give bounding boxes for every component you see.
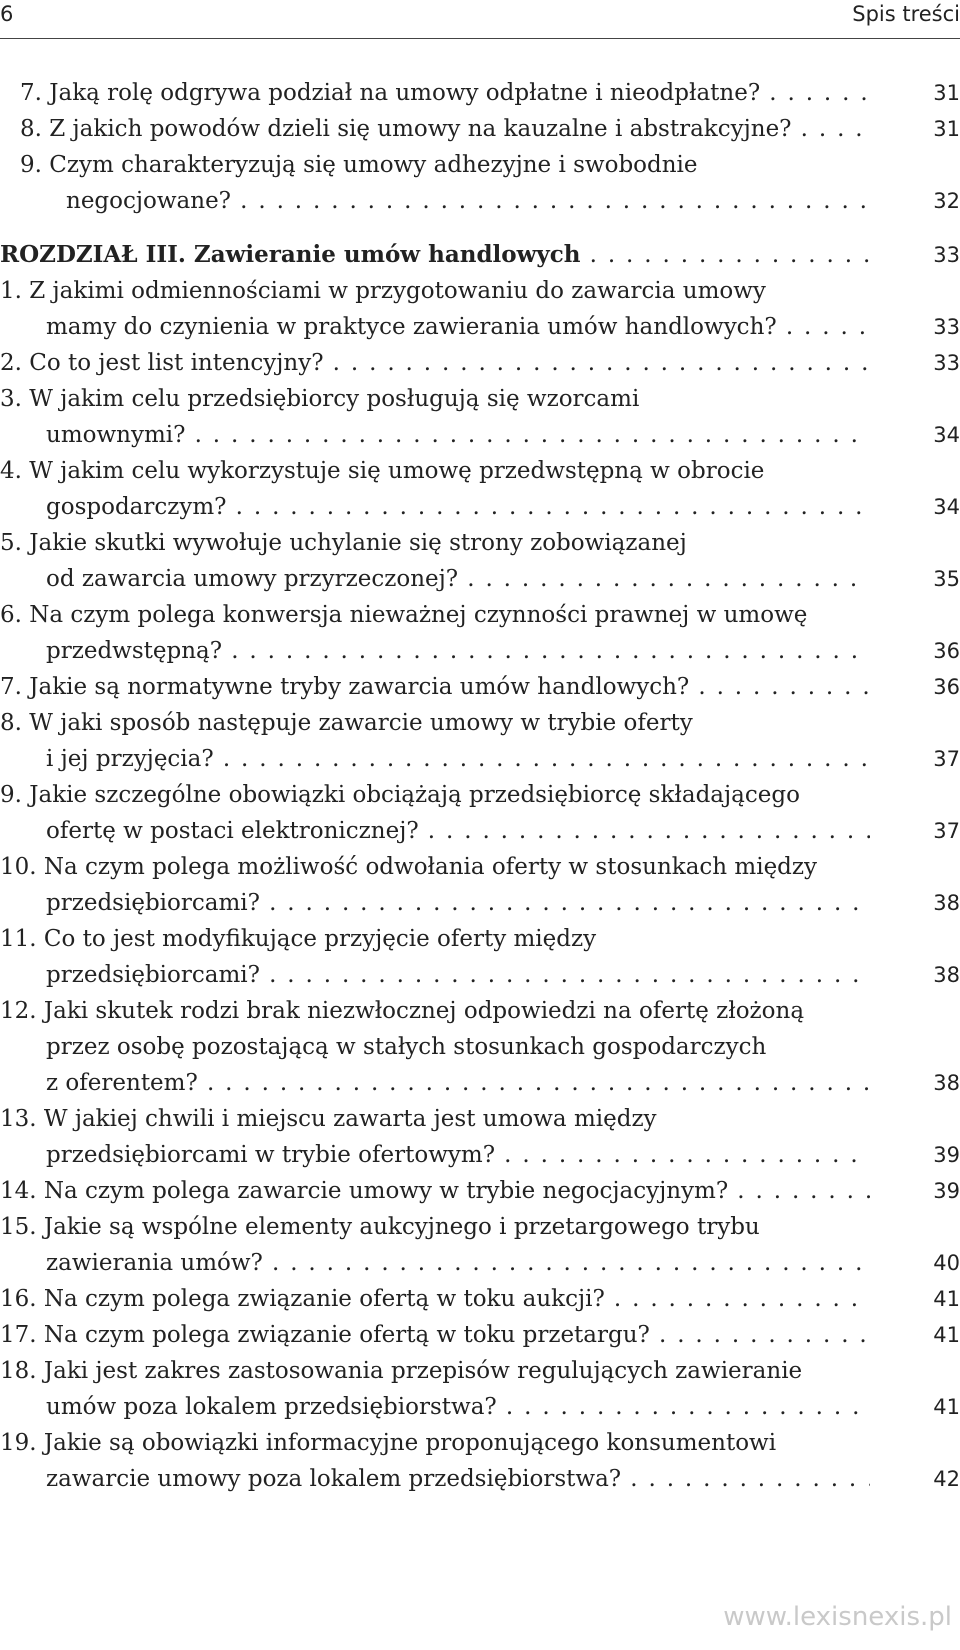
entry-text-line: 17. Na czym polega związanie ofertą w toku przetargu? . . . bbox=[0, 1317, 870, 1353]
toc-entry[interactable] bbox=[0, 75, 960, 111]
entry-text-line: 7. Jaką rolę odgrywa podział na umowy odpłatne i nieodpłatne? . . . bbox=[0, 75, 870, 111]
publisher-watermark: www.lexisnexis.pl bbox=[723, 1602, 952, 1632]
toc-entry[interactable] bbox=[0, 147, 960, 219]
entry-text-line: umów poza lokalem przedsiębiorstwa? . . . bbox=[0, 1389, 870, 1425]
entry-page-number: 41 bbox=[933, 1287, 960, 1311]
entry-page-number: 34 bbox=[933, 423, 960, 447]
page-header bbox=[0, 0, 960, 40]
running-title: Spis treści bbox=[852, 2, 960, 26]
entry-text-line: przedsiębiorcami w trybie ofertowym? . . . bbox=[0, 1137, 870, 1173]
toc-entry[interactable] bbox=[0, 1101, 960, 1173]
entry-page-number: 38 bbox=[933, 891, 960, 915]
page-number: 6 bbox=[0, 2, 14, 26]
table-of-contents bbox=[0, 75, 960, 1497]
entry-text-line: 4. W jakim celu wykorzystuje się umowę przedwstępną w obrocie bbox=[0, 458, 765, 484]
entry-page-number: 39 bbox=[933, 1179, 960, 1203]
entry-page-number: 34 bbox=[933, 495, 960, 519]
entry-text-line: 12. Jaki skutek rodzi brak niezwłocznej odpowiedzi na ofertę złożoną bbox=[0, 998, 805, 1024]
entry-text-line: 16. Na czym polega związanie ofertą w toku aukcji? . . . bbox=[0, 1281, 870, 1317]
toc-entry[interactable] bbox=[0, 111, 960, 147]
toc-entry[interactable] bbox=[0, 849, 960, 921]
entry-page-number: 36 bbox=[933, 639, 960, 663]
entry-text-line: gospodarczym? . . . bbox=[0, 489, 870, 525]
entry-page-number: 33 bbox=[933, 351, 960, 375]
entry-page-number: 33 bbox=[933, 243, 960, 267]
entry-text-line: 8. Z jakich powodów dzieli się umowy na kauzalne i abstrakcyjne? . . . bbox=[0, 111, 870, 147]
entry-page-number: 31 bbox=[933, 81, 960, 105]
entry-text-line: ROZDZIAŁ III. Zawieranie umów handlowych . . . bbox=[0, 237, 870, 273]
entry-text-line: z oferentem? . . . bbox=[0, 1065, 870, 1101]
toc-entry[interactable] bbox=[0, 597, 960, 669]
entry-text-line: i jej przyjęcia? . . . bbox=[0, 741, 870, 777]
entry-text-line: 9. Czym charakteryzują się umowy adhezyjne i swobodnie bbox=[20, 152, 698, 178]
entry-text-line: mamy do czynienia w praktyce zawierania umów handlowych? . . . bbox=[0, 309, 870, 345]
entry-text-line: 2. Co to jest list intencyjny? . . . bbox=[0, 345, 870, 381]
entry-text-line: 8. W jaki sposób następuje zawarcie umowy w trybie oferty bbox=[0, 710, 693, 736]
entry-text-line: negocjowane? . . . bbox=[0, 183, 870, 219]
entry-page-number: 37 bbox=[933, 819, 960, 843]
entry-text-line: 6. Na czym polega konwersja nieważnej czynności prawnej w umowę bbox=[0, 602, 808, 628]
toc-entry[interactable] bbox=[0, 705, 960, 777]
toc-entry[interactable] bbox=[0, 1353, 960, 1425]
toc-entry[interactable] bbox=[0, 273, 960, 345]
entry-text-line: 10. Na czym polega możliwość odwołania oferty w stosunkach między bbox=[0, 854, 818, 880]
toc-entry[interactable] bbox=[0, 1425, 960, 1497]
toc-entry[interactable] bbox=[0, 1281, 960, 1317]
entry-page-number: 39 bbox=[933, 1143, 960, 1167]
toc-entry[interactable] bbox=[0, 777, 960, 849]
entry-page-number: 42 bbox=[933, 1467, 960, 1491]
entry-text-line: zawierania umów? . . . bbox=[0, 1245, 870, 1281]
entry-text-line: 14. Na czym polega zawarcie umowy w trybie negocjacyjnym? . . . bbox=[0, 1173, 870, 1209]
entry-text-line: 19. Jakie są obowiązki informacyjne proponującego konsumentowi bbox=[0, 1430, 777, 1456]
entry-text-line: przedwstępną? . . . bbox=[0, 633, 870, 669]
toc-entry[interactable] bbox=[0, 993, 960, 1101]
toc-entry[interactable] bbox=[0, 1173, 960, 1209]
entry-text-line: przedsiębiorcami? . . . bbox=[0, 885, 870, 921]
entry-text-line: 7. Jakie są normatywne tryby zawarcia umów handlowych? . . . bbox=[0, 669, 870, 705]
entry-text-line: 13. W jakiej chwili i miejscu zawarta jest umowa między bbox=[0, 1106, 657, 1132]
toc-entry[interactable] bbox=[0, 669, 960, 705]
entry-text-line: przez osobę pozostającą w stałych stosunkach gospodarczych bbox=[46, 1034, 767, 1060]
entry-text-line: przedsiębiorcami? . . . bbox=[0, 957, 870, 993]
entry-page-number: 33 bbox=[933, 315, 960, 339]
entry-page-number: 32 bbox=[933, 189, 960, 213]
entry-page-number: 38 bbox=[933, 1071, 960, 1095]
entry-text-line: 15. Jakie są wspólne elementy aukcyjnego i przetargowego trybu bbox=[0, 1214, 760, 1240]
entry-text-line: umownymi? . . . bbox=[0, 417, 870, 453]
entry-page-number: 38 bbox=[933, 963, 960, 987]
entry-text-line: 3. W jakim celu przedsiębiorcy posługują się wzorcami bbox=[0, 386, 640, 412]
entry-text-line: 11. Co to jest modyfikujące przyjęcie oferty między bbox=[0, 926, 597, 952]
chapter-heading[interactable] bbox=[0, 237, 960, 273]
toc-entry[interactable] bbox=[0, 345, 960, 381]
header-rule bbox=[0, 38, 960, 39]
toc-entry[interactable] bbox=[0, 921, 960, 993]
entry-page-number: 41 bbox=[933, 1323, 960, 1347]
toc-entry[interactable] bbox=[0, 381, 960, 453]
entry-page-number: 37 bbox=[933, 747, 960, 771]
entry-text-line: ofertę w postaci elektronicznej? . . . bbox=[0, 813, 870, 849]
entry-page-number: 40 bbox=[933, 1251, 960, 1275]
entry-text-line: od zawarcia umowy przyrzeczonej? . . . bbox=[0, 561, 870, 597]
entry-page-number: 35 bbox=[933, 567, 960, 591]
toc-entry[interactable] bbox=[0, 1209, 960, 1281]
entry-text-line: 9. Jakie szczególne obowiązki obciążają przedsiębiorcę składającego bbox=[0, 782, 800, 808]
entry-page-number: 41 bbox=[933, 1395, 960, 1419]
entry-text-line: zawarcie umowy poza lokalem przedsiębiorstwa? . . . bbox=[0, 1461, 870, 1497]
entry-text-line: 5. Jakie skutki wywołuje uchylanie się strony zobowiązanej bbox=[0, 530, 687, 556]
entry-text-line: 18. Jaki jest zakres zastosowania przepisów regulujących zawieranie bbox=[0, 1358, 803, 1384]
entry-text-line: 1. Z jakimi odmiennościami w przygotowaniu do zawarcia umowy bbox=[0, 278, 766, 304]
toc-entry[interactable] bbox=[0, 1317, 960, 1353]
toc-entry[interactable] bbox=[0, 453, 960, 525]
entry-page-number: 36 bbox=[933, 675, 960, 699]
toc-entry[interactable] bbox=[0, 525, 960, 597]
entry-page-number: 31 bbox=[933, 117, 960, 141]
